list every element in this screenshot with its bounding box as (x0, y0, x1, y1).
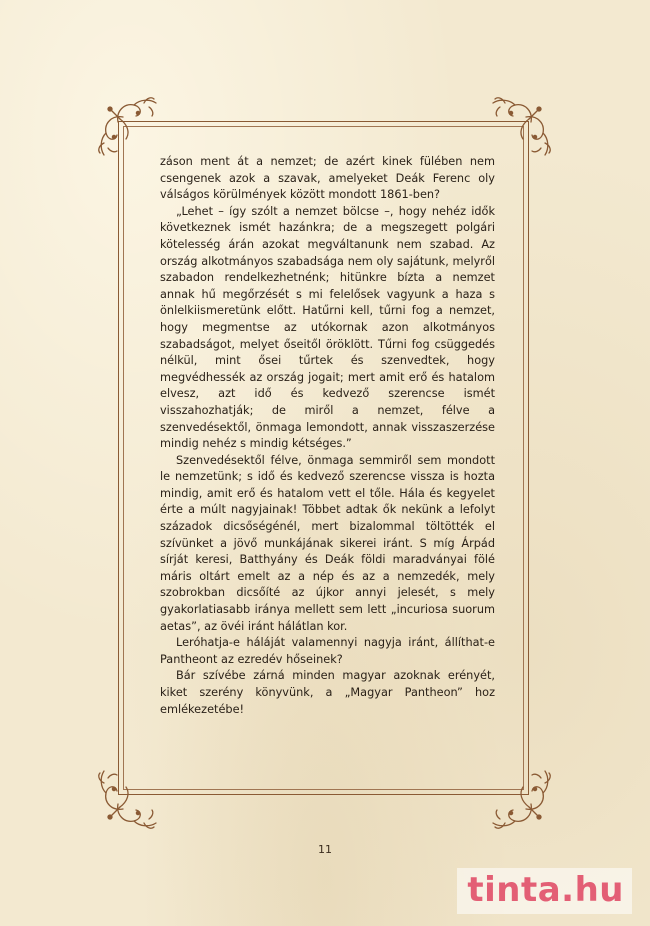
paragraph: Szenvedésektől félve, önmaga semmiről sem mondott le nemzetünk; s idő és kedvező szerencse vissza is hozta mindig, amit erő és hatalom vett el tőle. Hála és kegyelet érte a múlt nagyjainak! Többet adtak ők nekünk a lefolyt századok dicsőségénél, mert bizalommal töltötték el szívünket a jövő munkájának sikerei iránt. S míg Árpád sírját keresi, Batthyány és Deák földi maradványai fölé máris oltárt emelt az a nép és az a nemzedék, mely szobrokban dicsőíté az újkor annyi jelesét, s mely gyakorlatiasabb iránya mellett sem lett „incuriosa suorum aetas”, az övéi iránt hálátlan kor. (160, 453, 495, 633)
paragraph: Leróhatja-e háláját valamennyi nagyja iránt, állíthat-e Pantheont az ezredév hőseinek? (160, 636, 495, 666)
watermark-logo: tinta.hu (457, 868, 632, 914)
paragraph: „Lehet – így szólt a nemzet bölcse –, hogy nehéz idők következnek ismét hazánkra; de a megszegett polgári kötelesség árán azokat megváltanunk nem szabad. Az ország alkotmányos szabadsága nem oly sajátunk, melyről szabadon rendelkezhetnénk; hitünkre bízta a nemzet annak hű megőrzését s mi felelősek vagyunk a haza s önlelkiismeretünk előtt. Hatűrni kell, tűrni fog a nemzet, hogy megmentse az utókornak azon alkotmányos szabadságot, melyet őseitől öröklött. Tűrni fog csüggedés nélkül, mint ősei tűrtek és szenvedtek, hogy megvédhessék az ország jogait; mert amit erő és hatalom elvesz, azt idő és kedvező szerencse ismét visszahozhatják; de miről a nemzet, félve a szenvedésektől, önmaga lemondott, annak visszaszerzése mindig nehéz s mindig kétséges.” (160, 204, 495, 451)
paragraph: Bár szívébe zárná minden magyar azoknak erényét, kiket szerény könyvünk, a „Magyar Pantheon” hoz emlékezetébe! (160, 669, 495, 716)
page-number: 11 (318, 843, 332, 856)
corner-ornament-icon (94, 763, 164, 833)
body-text (160, 154, 495, 718)
corner-ornament-icon (485, 763, 555, 833)
corner-ornament-icon (94, 93, 164, 163)
paragraph: záson ment át a nemzet; de azért kinek fülében nem csengenek azok a szavak, amelyeket Deák Ferenc oly válságos körülmények között mondott 1861-ben? (160, 155, 495, 202)
corner-ornament-icon (485, 93, 555, 163)
